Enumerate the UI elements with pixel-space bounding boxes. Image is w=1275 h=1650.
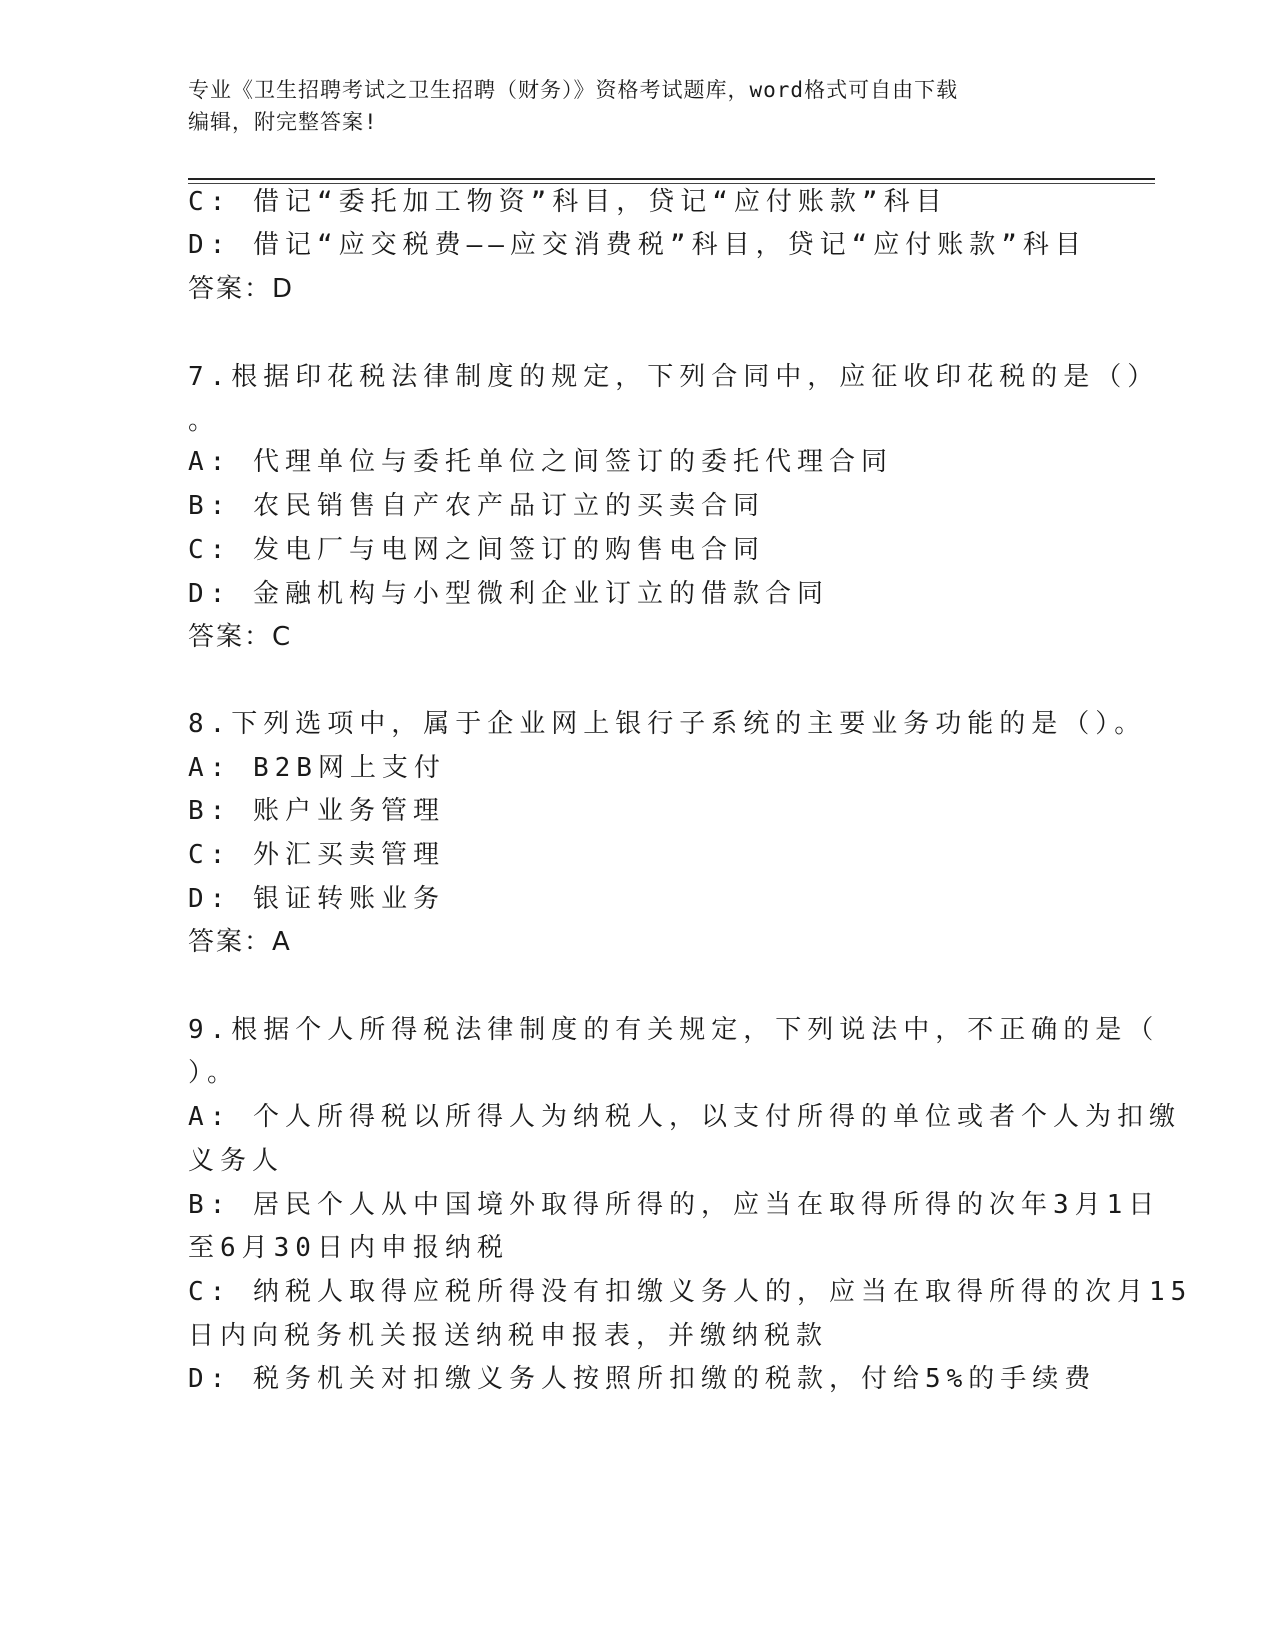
header-line-1: 专业《卫生招聘考试之卫生招聘（财务）》资格考试题库，word格式可自由下载: [188, 78, 959, 102]
q7-option-d: D: 金融机构与小型微利企业订立的借款合同: [188, 579, 829, 609]
q7-option-c: C: 发电厂与电网之间签订的购售电合同: [188, 535, 765, 565]
q6-option-d: D: 借记“应交税费——应交消费税”科目，贷记“应付账款”科目: [188, 230, 1087, 260]
q9-option-b-line-2: 至6月30日内申报纳税: [188, 1233, 509, 1263]
q9-option-b-line-1: B: 居民个人从中国境外取得所得的，应当在取得所得的次年3月1日: [188, 1190, 1161, 1220]
q7-answer: 答案：C: [188, 622, 293, 652]
header-divider-thick: [188, 178, 1155, 180]
q9-option-c-line-2: 日内向税务机关报送纳税申报表，并缴纳税款: [188, 1321, 829, 1351]
q8-option-d: D: 银证转账业务: [188, 884, 445, 914]
q7-option-a: A: 代理单位与委托单位之间签订的委托代理合同: [188, 447, 893, 477]
q9-option-d: D: 税务机关对扣缴义务人按照所扣缴的税款，付给5%的手续费: [188, 1364, 1097, 1394]
q9-option-a-line-2: 义务人: [188, 1146, 285, 1176]
q9-stem-line-1: 9.根据个人所得税法律制度的有关规定，下列说法中，不正确的是（: [188, 1015, 1160, 1045]
q6-answer: 答案：D: [188, 274, 295, 304]
q8-answer: 答案：A: [188, 927, 292, 957]
header-divider-thin: [188, 183, 1155, 184]
q8-stem: 8.下列选项中，属于企业网上银行子系统的主要业务功能的是（）。: [188, 709, 1147, 739]
q9-stem-line-2: ）。: [188, 1058, 240, 1088]
q7-stem-line-2: 。: [188, 406, 221, 436]
q6-option-c: C: 借记“委托加工物资”科目，贷记“应付账款”科目: [188, 187, 948, 217]
q9-option-c-line-1: C: 纳税人取得应税所得没有扣缴义务人的，应当在取得所得的次月15: [188, 1277, 1193, 1307]
header-line-2: 编辑，附完整答案!: [188, 110, 378, 134]
q7-stem-line-1: 7.根据印花税法律制度的规定，下列合同中，应征收印花税的是（）: [188, 362, 1160, 392]
document-header: [188, 74, 1088, 138]
q8-option-c: C: 外汇买卖管理: [188, 840, 445, 870]
q8-option-a: A: B2B网上支付: [188, 753, 446, 783]
q7-option-b: B: 农民销售自产农产品订立的买卖合同: [188, 491, 765, 521]
q9-option-a-line-1: A: 个人所得税以所得人为纳税人，以支付所得的单位或者个人为扣缴: [188, 1102, 1181, 1132]
q8-option-b: B: 账户业务管理: [188, 796, 445, 826]
